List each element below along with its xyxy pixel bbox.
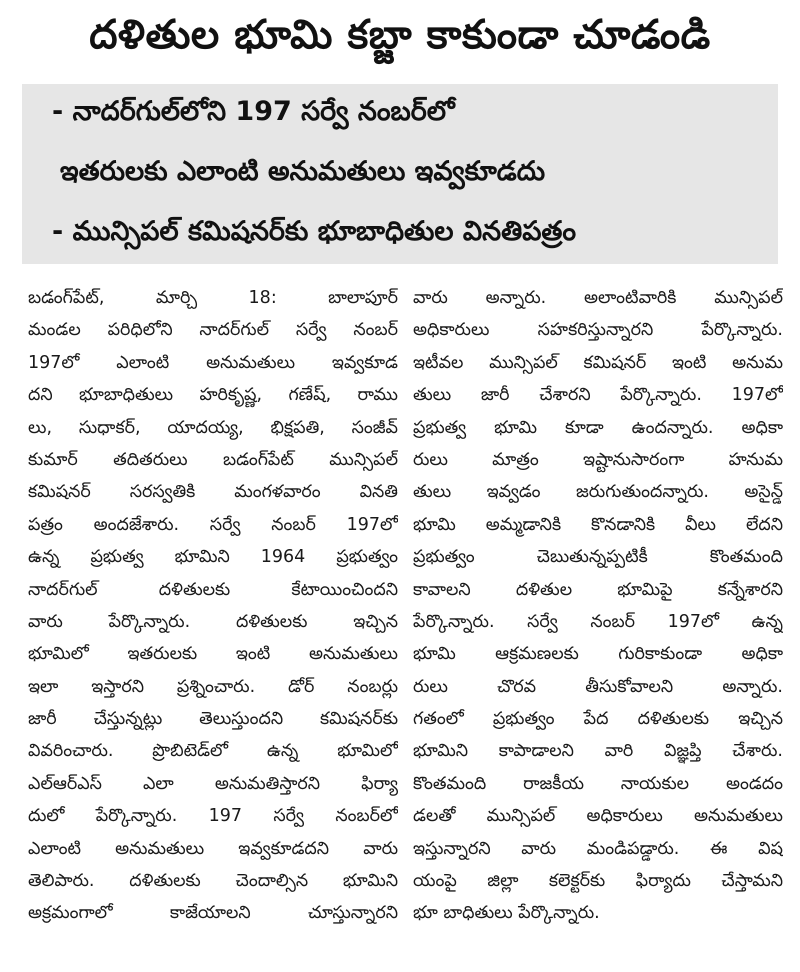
article-line: ప్రభుత్వం చెబుతున్నప్పటికీ కొంతమంది: [413, 547, 783, 568]
article-line: కమిషనర్ సరస్వతికి మంగళవారం వినతి: [28, 482, 398, 503]
article-line: డలతో మున్సిపల్ అధికారులు అనుమతులు: [413, 806, 783, 827]
article-line: అక్రమంగాలో కాజేయాలని చూస్తున్నారని: [28, 903, 398, 924]
subheading-line-1: - నాదర్‌గుల్‌లోని 197 సర్వే నంబర్‌లో: [52, 96, 455, 127]
article-line: కావాలని దళితుల భూమిపై కన్నేశారని: [413, 579, 783, 600]
article-line: ఇటీవల మున్సిపల్ కమిషనర్ ఇంటి అనుమ: [413, 352, 783, 373]
article-line: తెలిపారు. దళితులకు చెందాల్సిన భూమిని: [28, 871, 398, 892]
article-line: కొంతమంది రాజకీయ నాయకుల అండదం: [413, 773, 783, 794]
article-line: రులు మాత్రం ఇష్టానుసారంగా హనుమ: [413, 449, 783, 470]
headline: దళితుల భూమి కబ్జా కాకుండా చూడండి: [89, 12, 711, 58]
article-line: భూమి ఆక్రమణలకు గురికాకుండా అధికా: [413, 644, 783, 665]
article-line: పత్రం అందజేశారు. సర్వే నంబర్ 197లో: [28, 514, 398, 535]
article-line: లు, సుధాకర్, యాదయ్య, భిక్షపతి, సంజీవ్: [28, 417, 398, 438]
article-line: ఇస్తున్నారని వారు మండిపడ్డారు. ఈ విష: [413, 838, 783, 859]
article-line: ఉన్న ప్రభుత్వ భూమిని 1964 ప్రభుత్వం: [28, 547, 398, 568]
article-line: వారు పేర్కొన్నారు. దళితులకు ఇచ్చిన: [28, 611, 398, 632]
article-line: భూమిని కాపాడాలని వారి విజ్ఞప్తి చేశారు.: [413, 741, 783, 762]
article-line: జారీ చేస్తున్నట్లు తెలుస్తుందని కమిషనర్‌కు: [28, 709, 398, 730]
subheading-box: [22, 84, 778, 264]
article-column-right: [413, 282, 783, 930]
article-line: భూమి అమ్మడానికి కొనడానికి వీలు లేదని: [413, 514, 783, 535]
article-line: వారు అన్నారు. అలాంటివారికి మున్సిపల్: [413, 288, 783, 308]
subheading-line-2: ఇతరులకు ఎలాంటి అనుమతులు ఇవ్వకూడదు: [60, 156, 546, 187]
article-line: గతంలో ప్రభుత్వం పేద దళితులకు ఇచ్చిన: [413, 709, 783, 730]
article-line: రులు చొరవ తీసుకోవాలని అన్నారు.: [413, 676, 783, 697]
article-line: మండల పరిధిలోని నాదర్‌గుల్ సర్వే నంబర్: [28, 320, 398, 341]
article-column-left: [28, 282, 398, 930]
article-line: ప్రభుత్వ భూమి కూడా ఉందన్నారు. అధికా: [413, 417, 783, 438]
article-line: యంపై జిల్లా కలెక్టర్‌కు ఫిర్యాదు చేస్తామని: [413, 871, 783, 892]
article-line: బడంగ్‌పేట్, మార్చి 18: బాలాపూర్: [28, 288, 398, 308]
article-line: ఇలా ఇస్తారని ప్రశ్నించారు. డోర్ నంబర్లు: [28, 676, 398, 697]
article-line: భూ బాధితులు పేర్కొన్నారు.: [413, 903, 600, 924]
article-line: ఎలాంటి అనుమతులు ఇవ్వకూడదని వారు: [28, 838, 398, 859]
article-line: తులు ఇవ్వడం జరుగుతుందన్నారు. అసైన్డ్: [413, 482, 783, 503]
article-line: భూమిలో ఇతరులకు ఇంటి అనుమతులు: [28, 644, 398, 665]
article-line: అధికారులు సహకరిస్తున్నారని పేర్కొన్నారు.: [413, 320, 783, 341]
subheading-line-3: - మున్సిపల్ కమిషనర్‌కు భూబాధితుల వినతిపత్రం: [52, 216, 577, 247]
article-line: 197లో ఎలాంటి అనుమతులు ఇవ్వకూడ: [28, 352, 398, 373]
article-line: పేర్కొన్నారు. సర్వే నంబర్ 197లో ఉన్న: [413, 611, 783, 632]
article-line: నాదర్‌గుల్ దళితులకు కేటాయించిందని: [28, 579, 398, 600]
article-line: కుమార్ తదితరులు బడంగ్‌పేట్ మున్సిపల్: [28, 449, 398, 470]
article-line: తులు జారీ చేశారని పేర్కొన్నారు. 197లో: [413, 385, 783, 406]
article-line: వివరించారు. ప్రొబిటెడ్‌లో ఉన్న భూమిలో: [28, 741, 398, 762]
article-line: దులో పేర్కొన్నారు. 197 సర్వే నంబర్‌లో: [28, 806, 398, 827]
article-line: దని భూబాధితులు హరికృష్ణ, గణేష్, రాము: [28, 385, 398, 406]
article-line: ఎల్ఆర్ఎస్ ఎలా అనుమతిస్తారని ఫిర్యా: [28, 773, 398, 794]
